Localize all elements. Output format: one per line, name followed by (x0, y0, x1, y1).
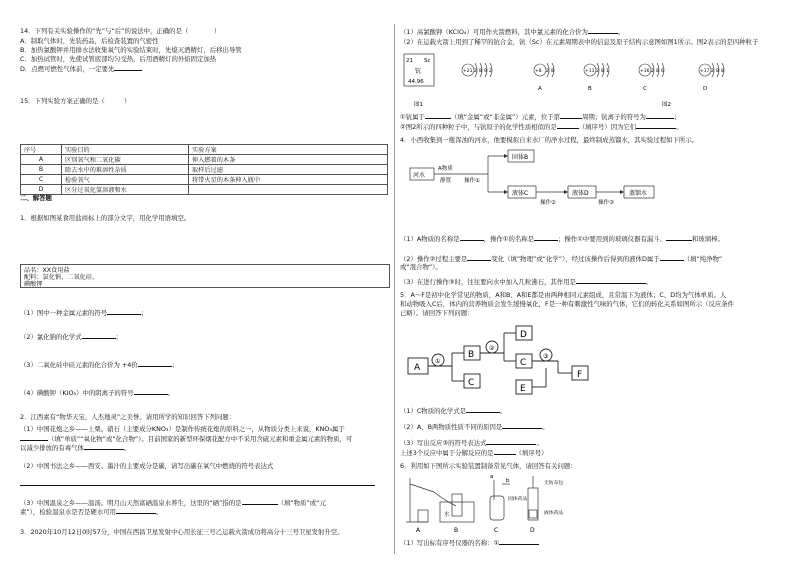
element-name: 钪 (415, 68, 422, 75)
conversion-diagram (406, 320, 606, 402)
shell-count: 1 (606, 69, 609, 74)
node-a: A (414, 363, 421, 373)
q4-stem: 4．小西收集到一瓶浑浊的河水，他要模拟自来水厂的净水过程，最终制成蒸馏水，其实验过程如下所示。 (400, 136, 699, 144)
shell-count: 8 (601, 69, 604, 74)
q5-part-3: （3）写出反应③的符号表达式 。 (400, 439, 543, 447)
label-D: D (530, 527, 535, 534)
q5-part-4: 上述3个反应中属于分解反应的是 （填序号） (400, 449, 548, 457)
q14-option-a: A．制取气体时，先装药品，后检查装置的气密性 (20, 37, 159, 45)
table-cell: 将带火星的木条伸入瓶中 (189, 175, 388, 185)
shell-count: 8 (551, 69, 554, 74)
flow-solid: 固体B (512, 154, 529, 161)
flow-op3: 操作③ (598, 200, 614, 206)
table-header-row (21, 145, 388, 155)
flow-river: 河水 (413, 172, 426, 179)
flow-op2: 操作② (540, 200, 556, 206)
atom-diagram (462, 63, 492, 77)
figure-label-1: 图1 (414, 102, 423, 108)
q3-part-2: （2）在运载火箭上用到了稀罕的钪合金，钪（Sc）在元素周期表中的信息及原子结构示意图如图1所示。图2表示的是四种粒子 (400, 38, 759, 46)
table-cell: 区别氧气和二氧化碳 (62, 155, 189, 165)
atom-label: A (538, 86, 542, 92)
column-divider (394, 24, 395, 554)
shell-count: 2 (651, 69, 654, 74)
atom-label: B (588, 86, 592, 92)
flow-add: A物质 (438, 166, 453, 172)
element-symbol: Sc (424, 58, 431, 64)
shell-count: 2 (474, 69, 477, 74)
shell-count: 2 (546, 69, 549, 74)
q4-part-1: （1）A物质的名称是 ，操作①的名称是 ；操作①中要用到的玻璃仪器有漏斗、 和玻璃棒。 (400, 235, 724, 243)
table-cell: 取样后过滤 (189, 165, 388, 175)
q15-stem: 15．下列实验方案正确的是（ ） (20, 97, 131, 105)
apparatus-figure (404, 470, 604, 534)
label-a-small: a (490, 474, 494, 480)
table-row (21, 185, 388, 195)
q5-stem-3: 已略）。请回答下列问题： (400, 309, 474, 317)
label-water: 水 (444, 512, 450, 518)
q2-stem: 2．江西素有“物华天宝，人杰地灵”之美誉。请用所学的知识回答下列问题： (20, 413, 236, 421)
q2-part-2-blank (20, 479, 375, 488)
figure-label-2: 图2 (662, 102, 671, 108)
atom-diagram (534, 63, 554, 92)
shell-count: 2 (596, 69, 599, 74)
label-A: A (416, 527, 421, 534)
q2-part-1-line-3: 以减少排放的有毒气体 。 (20, 444, 131, 452)
q5-part-2: （2）A、B两物质性质不同的原因是 。 (400, 423, 549, 431)
q2-part-2: （2）中国书法之乡——西安。墨汁的主要成分是碳，请写出碳在氧气中燃烧的符号表达式 (20, 462, 274, 470)
flow-liquid-d: 液体D (572, 190, 589, 197)
shell-count: 8 (479, 69, 482, 74)
left-column (20, 24, 388, 556)
q4-part-2-cont: 或“混合物”）。 (400, 263, 442, 271)
nucleus-charge: +8 (535, 69, 542, 74)
step-1: ① (435, 358, 441, 365)
q5-part-1: （1）C物质的化学式是 。 (400, 407, 507, 415)
table-cell: 除去水中的难溶性杂质 (62, 165, 189, 175)
atom-diagram (699, 63, 724, 92)
q3-part-1: （1）高氯酸钾（KClO₄）可用作火箭燃料，其中氯元素的化合价为 。 (400, 28, 625, 36)
label-C: C (494, 527, 499, 534)
q3-stem: 3．2020年10月12日0时57分，中国在西昌卫星发射中心用长征三号乙运载火箭成功将高分十三号卫星发射升空。 (20, 528, 344, 536)
shell-count: 2 (711, 69, 714, 74)
q1-stem: 1．根据如图某食用盐商标上的部分文字，用化学用语填空。 (20, 214, 191, 222)
q1-part-3: （3）二氧化硅中硅元素的化合价为 +4价 ； (20, 361, 179, 369)
node-c: C (468, 378, 475, 388)
node-d: D (520, 330, 527, 340)
element-number: 21 (406, 58, 413, 64)
table-cell: C (21, 175, 62, 185)
shell-count: 8 (656, 69, 659, 74)
atom-label: D (703, 86, 708, 92)
q15-table (20, 144, 388, 195)
label-solid: 固体药品 (508, 497, 528, 502)
node-c2: C (520, 358, 527, 368)
label-cloth: 无纺布包 (544, 481, 564, 486)
element-mass: 44.96 (408, 79, 424, 85)
atom-diagram (639, 63, 664, 92)
shell-count: 2 (489, 69, 492, 74)
label-line: 配料：氯化钠、二氧化硅、 (24, 274, 99, 281)
shell-count: 8 (716, 69, 719, 74)
flow-op1: 操作① (464, 178, 480, 184)
table-cell: B (21, 165, 62, 175)
step-2: ② (489, 345, 495, 352)
nucleus-charge: +11 (585, 69, 595, 74)
table-cell: A (21, 155, 62, 165)
table-row (21, 155, 388, 165)
q3-sub-1: ①钪属于 （填“金属”或“非金属”）元素，位于第 周期；钪离子的符号为 ； (400, 113, 681, 121)
label-B: B (454, 527, 459, 534)
q1-part-2: （2）氯化钠的化学式 ； (20, 333, 122, 341)
q2-part-1-line-1: （1）中国花炮之乡——上栗。硝石（主要成分KNO₃）是制作传统花炮的原料之一，从物质分类上来说，KNO₃属于 (20, 425, 345, 433)
nucleus-charge: +16 (640, 69, 650, 74)
nucleus-charge: +17 (700, 69, 710, 74)
table-cell: 区分过氧化氢溶液和水 (62, 185, 189, 195)
section-heading: 二、解答题 (20, 194, 52, 202)
shell-count: 8 (721, 69, 724, 74)
label-liquid: 液体药品 (544, 511, 564, 516)
salt-label-box (20, 264, 390, 288)
atom-diagrams (462, 63, 724, 92)
step-3: ③ (543, 353, 549, 360)
label-b-small: b (506, 478, 510, 484)
q6-part-1: （1）写出标有序号仪器的名称：① (400, 538, 539, 547)
q5-stem-1: 5．A～F是初中化学常见的物质，A和B、A和E都是由两种相同元素组成，且常温下为液体；C、D均为气体单质。人 (400, 291, 727, 299)
flow-settle: 静置 (440, 178, 452, 184)
label-line: 品名：XX食用盐 (24, 267, 70, 274)
q14-stem: 14．下列有关实验操作的“先”与“后”的说法中，正确的是（ ） (20, 27, 221, 35)
q6-stem: 6．利用如下图所示实验装置制备常见气体，请回答有关问题： (400, 462, 577, 470)
atomic-structure-figure (400, 48, 776, 110)
right-column (400, 24, 776, 556)
node-b: B (468, 350, 475, 360)
table-cell: D (21, 185, 62, 195)
node-f: F (577, 370, 583, 380)
table-cell: 伸入燃着的木条 (189, 155, 388, 165)
table-row (21, 175, 388, 185)
shell-count: 6 (661, 69, 664, 74)
element-cell (404, 54, 434, 86)
node-e: E (520, 384, 526, 394)
table-cell (189, 185, 388, 195)
flow-distilled: 蒸馏水 (629, 190, 648, 197)
nucleus-charge: +21 (463, 69, 473, 74)
q14-option-d: D．点燃可燃性气体前，一定要先 (20, 64, 142, 73)
table-header: 实验方案 (189, 145, 388, 155)
q2-part-3-line-2: 素”），检验温泉水是否是硬水可用 。 (20, 508, 163, 516)
atom-label: C (643, 86, 647, 92)
flow-liquid-c: 液体C (512, 190, 529, 197)
q14-option-b: B．加热氯酸钾并用排水法收集氧气的实验结束时，先熄灭酒精灯，后移出导管 (20, 46, 242, 54)
q2-part-3-line-1: （3）中国温泉之乡——温汤。明月山天然富硒温泉水养生，这里的“硒”指的是 （填“物质”或“元 (20, 499, 326, 507)
table-header: 序号 (21, 145, 62, 155)
water-purification-flow (408, 148, 708, 218)
q4-part-3: （3）在进行操作③时，往往要向水中加入几粒沸石，其作用是 。 (400, 278, 653, 286)
q2-part-1-line-2: （填“单质”“氧化物”或“化合物”）。目前国家的新型环保烟花配方中不采用含硫元素和重金属元素的物质，可 (20, 434, 352, 443)
shell-count: 9 (484, 69, 487, 74)
table-cell: 检验氧气 (62, 175, 189, 185)
q1-part-4: （4）碘酸钾（KIO₃）中的阴离子的符号 。 (20, 389, 174, 397)
q1-part-1: （1）图中一种金属元素的符号 ； (20, 309, 148, 317)
q3-sub-2: ②图2所示的四种粒子中，与钪原子的化学性质相似的是 （填序号）因为它们 。 (400, 123, 683, 131)
atom-diagram (584, 63, 609, 92)
q14-option-c: C．加热试管时，先使试管底部均匀受热，后用酒精灯的外焰固定加热 (20, 55, 217, 63)
table-row (21, 165, 388, 175)
q4-part-2: （2）操作②过程主要是 变化（填“物理”或“化学”），经过该操作后得到的液体D属于 （填“纯净物” (400, 255, 723, 263)
label-line: 碘酸钾 (24, 281, 43, 288)
table-header: 实验目的 (62, 145, 189, 155)
q5-stem-2: 和动物吸入C后，体内的营养物质会发生缓慢氧化，F是一种有刺激性气味的气体，它们的转化关系如图所示（反应条件 (400, 300, 735, 308)
